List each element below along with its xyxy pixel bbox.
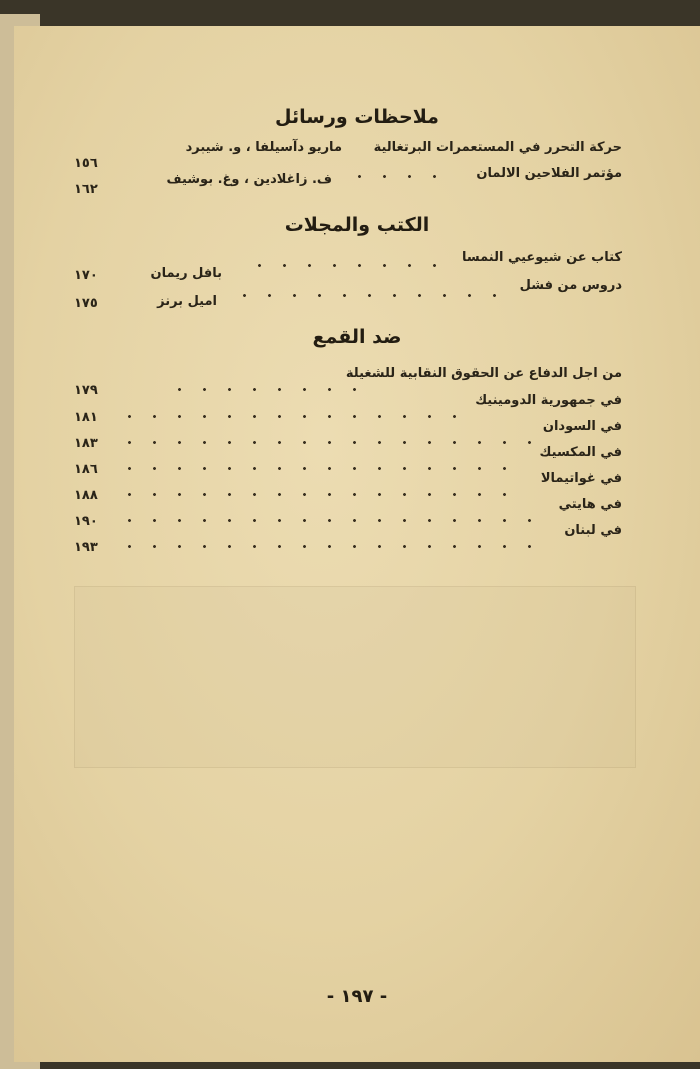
entry-author: بافل ريمان (150, 266, 222, 281)
toc-entry (74, 471, 622, 503)
section-heading-books-journals: الكتب والمجلات (284, 214, 430, 236)
section-heading-notes-letters: ملاحظات ورسائل (275, 106, 439, 128)
leader-dots (167, 388, 367, 391)
entry-title: مؤتمر الفلاحين الالمان (476, 166, 622, 181)
leader-dots (117, 545, 537, 548)
toc-entry (74, 393, 622, 425)
leader-dots (232, 294, 502, 297)
entry-page: ١٧٠ (74, 268, 98, 283)
entry-page: ١٧٥ (74, 296, 98, 311)
entry-page: ١٨٦ (74, 462, 98, 477)
leader-dots (247, 264, 452, 267)
entry-page: ١٨١ (74, 410, 98, 425)
section-heading-against-repression: ضد القمع (312, 326, 402, 348)
entry-title: في المكسيك (539, 445, 622, 460)
entry-author: ماريو دآسيلفا ، و. شيبرد (185, 140, 342, 155)
leader-dots (347, 175, 457, 178)
entry-title: في لبنان (564, 523, 622, 538)
entry-title: من اجل الدفاع عن الحقوق النقابية للشغيلة (345, 366, 622, 381)
toc-entry (74, 140, 622, 171)
entry-page: ١٨٨ (74, 488, 98, 503)
entry-page: ١٥٦ (74, 156, 98, 171)
page-number: - ١٩٧ - (326, 986, 388, 1007)
leader-dots (117, 519, 532, 522)
entry-title: في جمهورية الدومينيك (475, 393, 622, 408)
toc-entry (74, 445, 622, 477)
toc-entry (74, 250, 622, 283)
toc-entry (74, 366, 622, 398)
entry-title: في السودان (542, 419, 622, 434)
toc-entry (74, 166, 622, 197)
entry-author: اميل برنز (157, 294, 217, 309)
document-page (14, 26, 700, 1062)
entry-title: كتاب عن شيوعيي النمسا (461, 250, 622, 265)
entry-page: ١٧٩ (74, 383, 98, 398)
leader-dots (117, 441, 532, 444)
entry-page: ١٩٠ (74, 514, 98, 529)
show-through-stain (74, 586, 636, 768)
leader-dots (117, 415, 462, 418)
toc-entry (74, 278, 622, 311)
entry-author: ف. زاغلادين ، وغ. بوشيف (166, 172, 332, 187)
entry-page: ١٩٣ (74, 540, 98, 555)
entry-title: دروس من فشل (519, 278, 622, 293)
leader-dots (117, 493, 512, 496)
entry-title: في هايتي (558, 497, 622, 512)
toc-entry (74, 497, 622, 529)
entry-title: حركة التحرر في المستعمرات البرتغالية (373, 140, 622, 155)
entry-page: ١٨٣ (74, 436, 98, 451)
toc-entry (74, 523, 622, 555)
leader-dots (117, 467, 527, 470)
entry-page: ١٦٢ (74, 182, 98, 197)
toc-entry (74, 419, 622, 451)
entry-title: في غواتيمالا (540, 471, 622, 486)
